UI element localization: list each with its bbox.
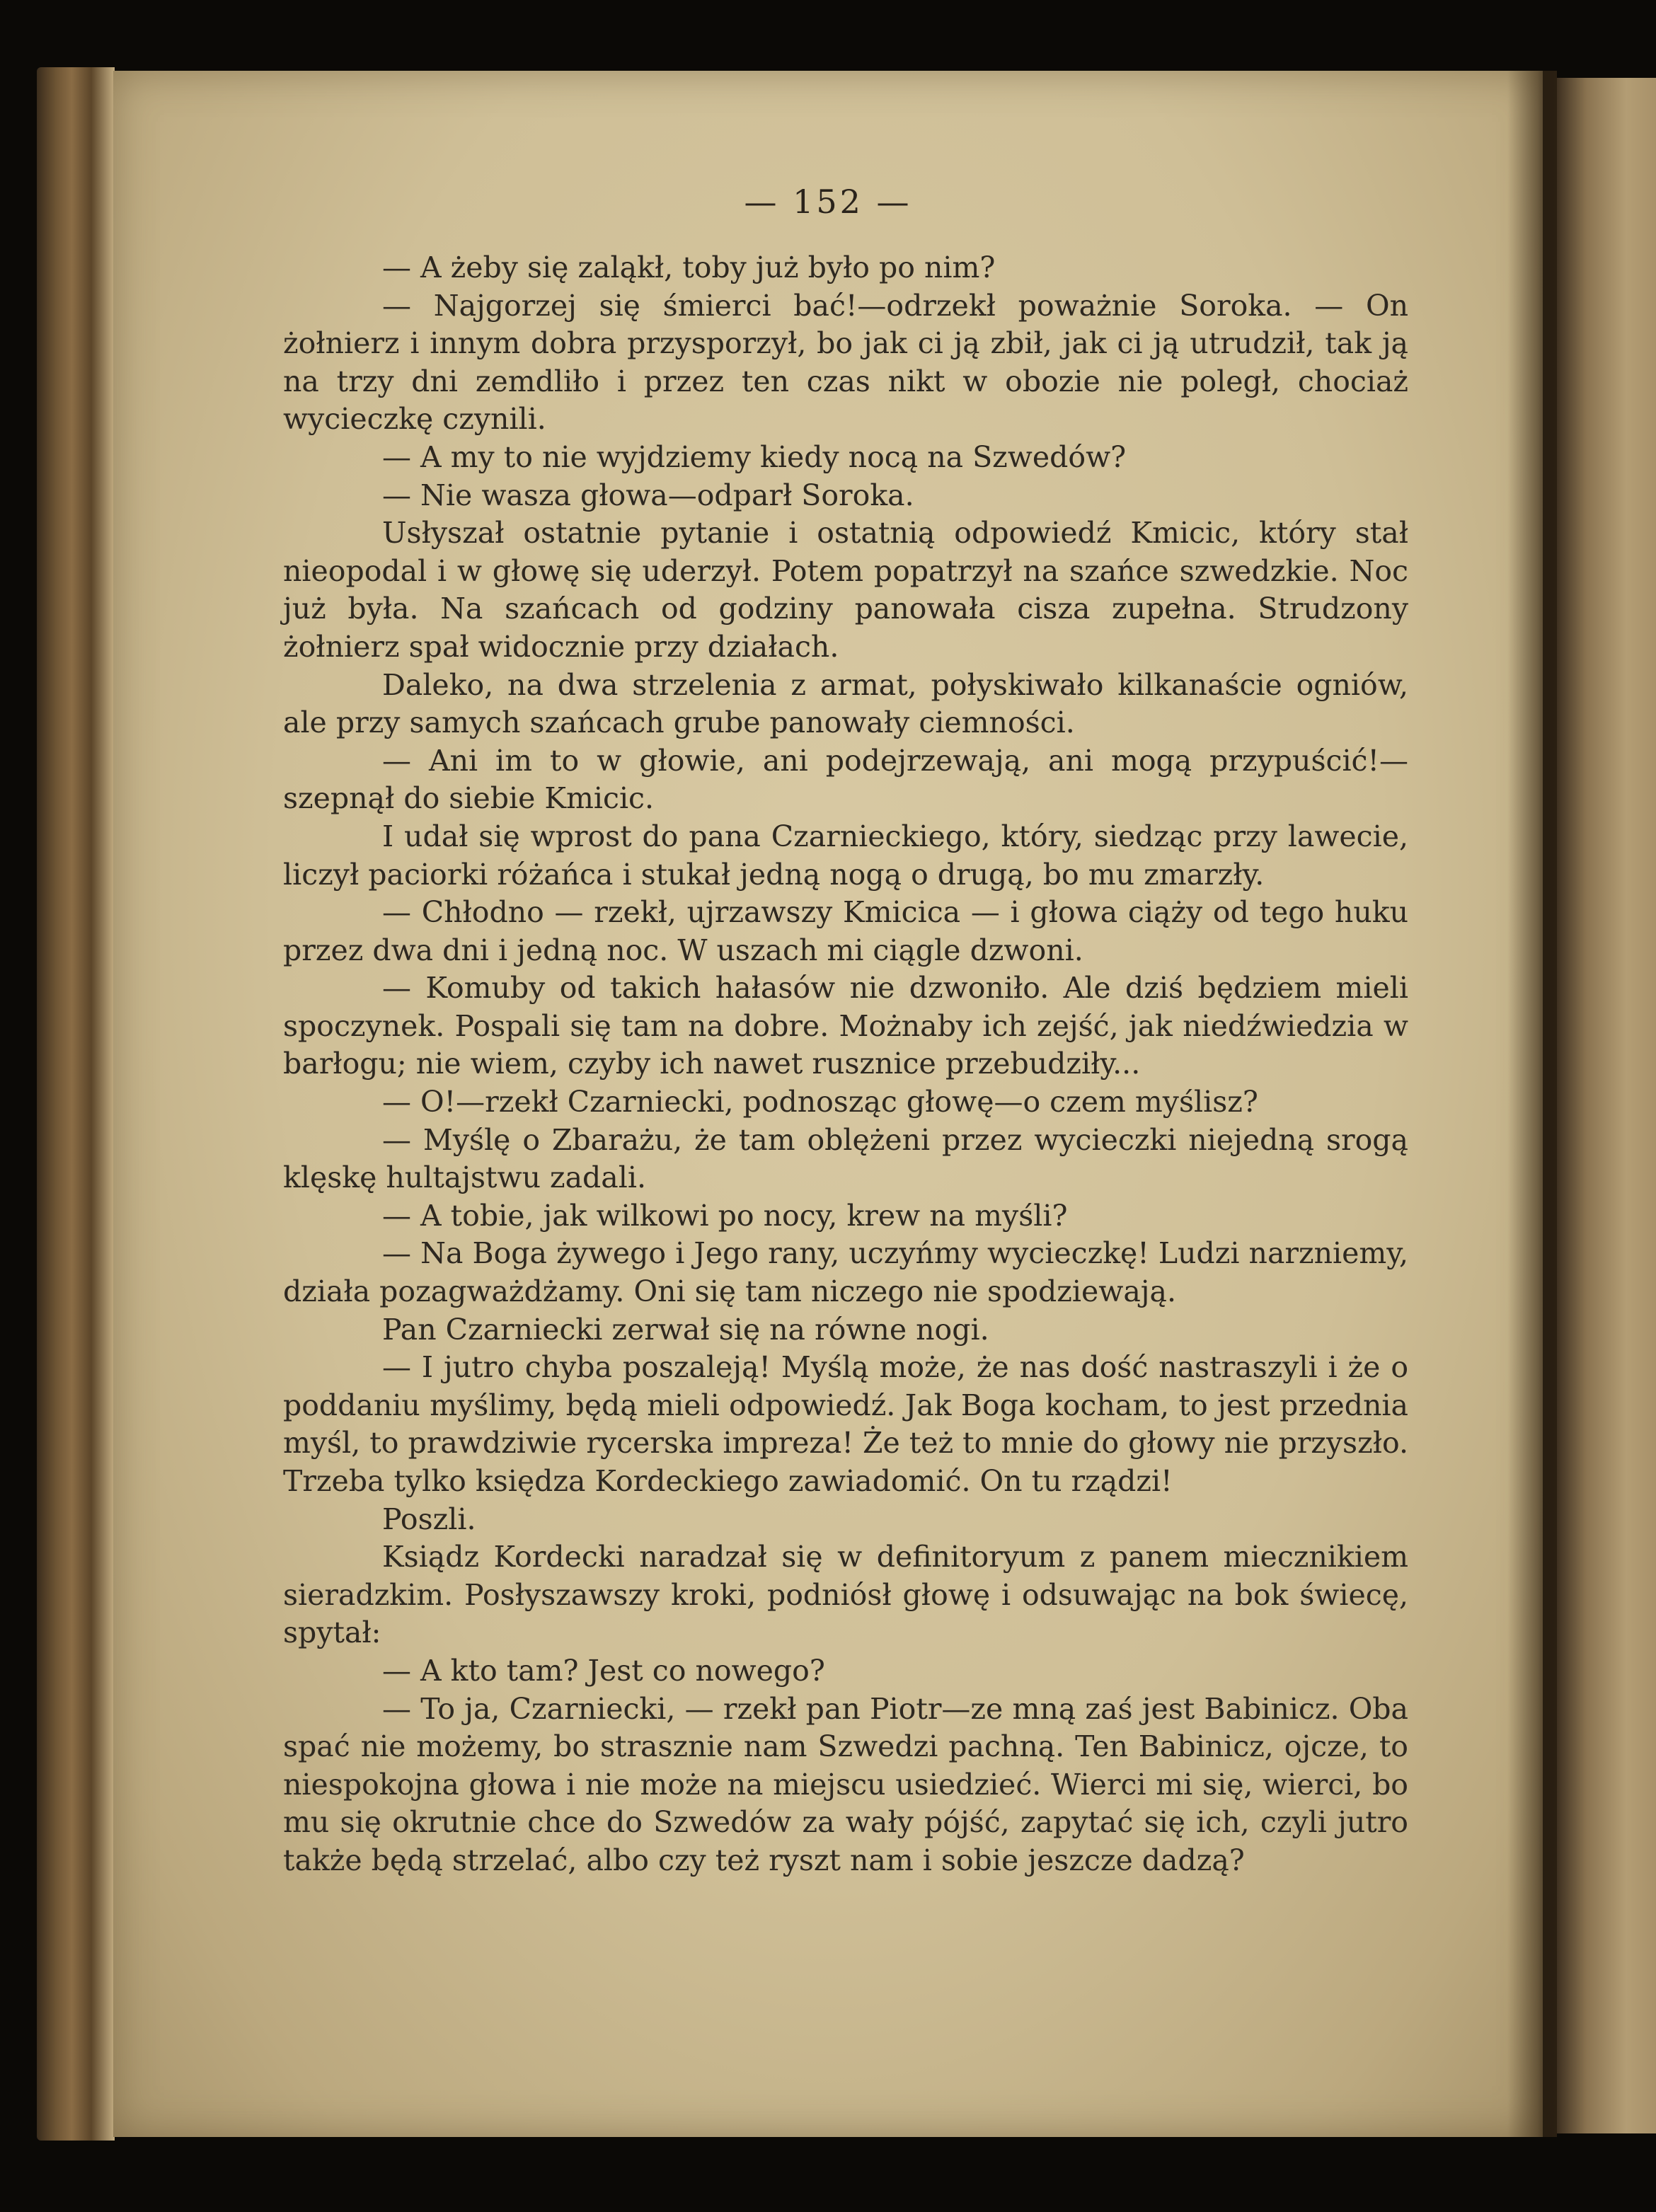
paragraph: — Ani im to w głowie, ani podejrzewają, ani mogą przypuścić!— szepnął do siebie Kmicic. [283, 743, 1408, 816]
paragraph: — I jutro chyba poszaleją! Myślą może, że nas dość nastraszyli i że o poddaniu myślimy, będą mieli odpowiedź. Jak Boga kocham, to jest przednia myśl, to prawdziwie rycerska impreza! Że też to mnie do głowy nie przyszło. Trzeba tylko księdza Kordeckiego zawiadomić. On tu rządzi! [283, 1350, 1408, 1498]
paragraph: — Chłodno — rzekł, ujrzawszy Kmicica — i głowa ciąży od tego huku przez dwa dni i jedną noc. W uszach mi ciągle dzwoni. [283, 895, 1408, 967]
paragraph: — Nie wasza głowa—odparł Soroka. [382, 478, 914, 512]
paragraph: I udał się wprost do pana Czarnieckiego, który, siedząc przy lawecie, liczył paciorki różańca i stukał jedną nogą o drugą, bo mu zmarzły. [283, 819, 1408, 892]
paragraph: — To ja, Czarniecki, — rzekł pan Piotr—ze mną zaś jest Babinicz. Oba spać nie możemy, bo strasznie nam Szwedzi pachną. Ten Babinicz, ojcze, to niespokojna głowa i nie może na miejscu usiedzieć. Wierci mi się, wierci, bo mu się okrutnie chce do Szwedów za wały pójść, zapytać się ich, czyli jutro także będą strzelać, albo czy też ryszt nam i sobie jeszcze dadzą? [283, 1691, 1408, 1877]
paragraph: — Myślę o Zbarażu, że tam oblężeni przez wycieczki niejedną srogą klęskę hultajstwu zadali. [283, 1122, 1408, 1195]
paragraph: — O!—rzekł Czarniecki, podnosząc głowę—o czem myślisz? [382, 1085, 1258, 1119]
paragraph: Poszli. [382, 1502, 476, 1536]
paragraph: Daleko, na dwa strzelenia z armat, połyskiwało kilkanaście ogniów, ale przy samych szańcach grube panowały ciemności. [283, 667, 1408, 740]
page-body [283, 249, 1408, 1880]
page-number: — 152 — [744, 183, 912, 221]
paragraph: — Na Boga żywego i Jego rany, uczyńmy wycieczkę! Ludzi narzniemy, działa pozagważdżamy. Oni się tam niczego nie spodziewają. [283, 1236, 1408, 1309]
paragraph: Pan Czarniecki zerwał się na równe nogi. [382, 1312, 989, 1347]
paragraph: — A my to nie wyjdziemy kiedy nocą na Szwedów? [382, 439, 1127, 474]
paragraph: — A żeby się zaląkł, toby już było po nim? [382, 250, 996, 284]
paragraph: — A kto tam? Jest co nowego? [382, 1653, 825, 1688]
paragraph: — A tobie, jak wilkowi po nocy, krew na myśli? [382, 1198, 1068, 1233]
paragraph: — Najgorzej się śmierci bać!—odrzekł poważnie Soroka. — On żołnierz i innym dobra przysporzył, bo jak ci ją zbił, jak ci ją utrudził, tak ją na trzy dni zemdliło i przez ten czas nikt w obozie nie poległ, chociaż wycieczkę czynili. [283, 288, 1408, 437]
right-page-edge [1557, 78, 1656, 2133]
book-gutter [1507, 71, 1557, 2137]
paragraph: — Komuby od takich hałasów nie dzwoniło. Ale dziś będziem mieli spoczynek. Pospali się tam na dobre. Możnaby ich zejść, jak niedźwiedzia w barłogu; nie wiem, czyby ich nawet rusznice przebudziły... [283, 971, 1408, 1081]
paragraph: Usłyszał ostatnie pytanie i ostatnią odpowiedź Kmicic, który stał nieopodal i w głowę się uderzył. Potem popatrzył na szańce szwedzkie. Noc już była. Na szańcach od godziny panowała cisza zupełna. Strudzony żołnierz spał widocznie przy działach. [283, 516, 1408, 664]
paragraph: Ksiądz Kordecki naradzał się w definitoryum z panem miecznikiem sieradzkim. Posłyszawszy kroki, podniósł głowę i odsuwając na bok świecę, spytał: [283, 1540, 1408, 1650]
left-page-edges [37, 67, 115, 2141]
